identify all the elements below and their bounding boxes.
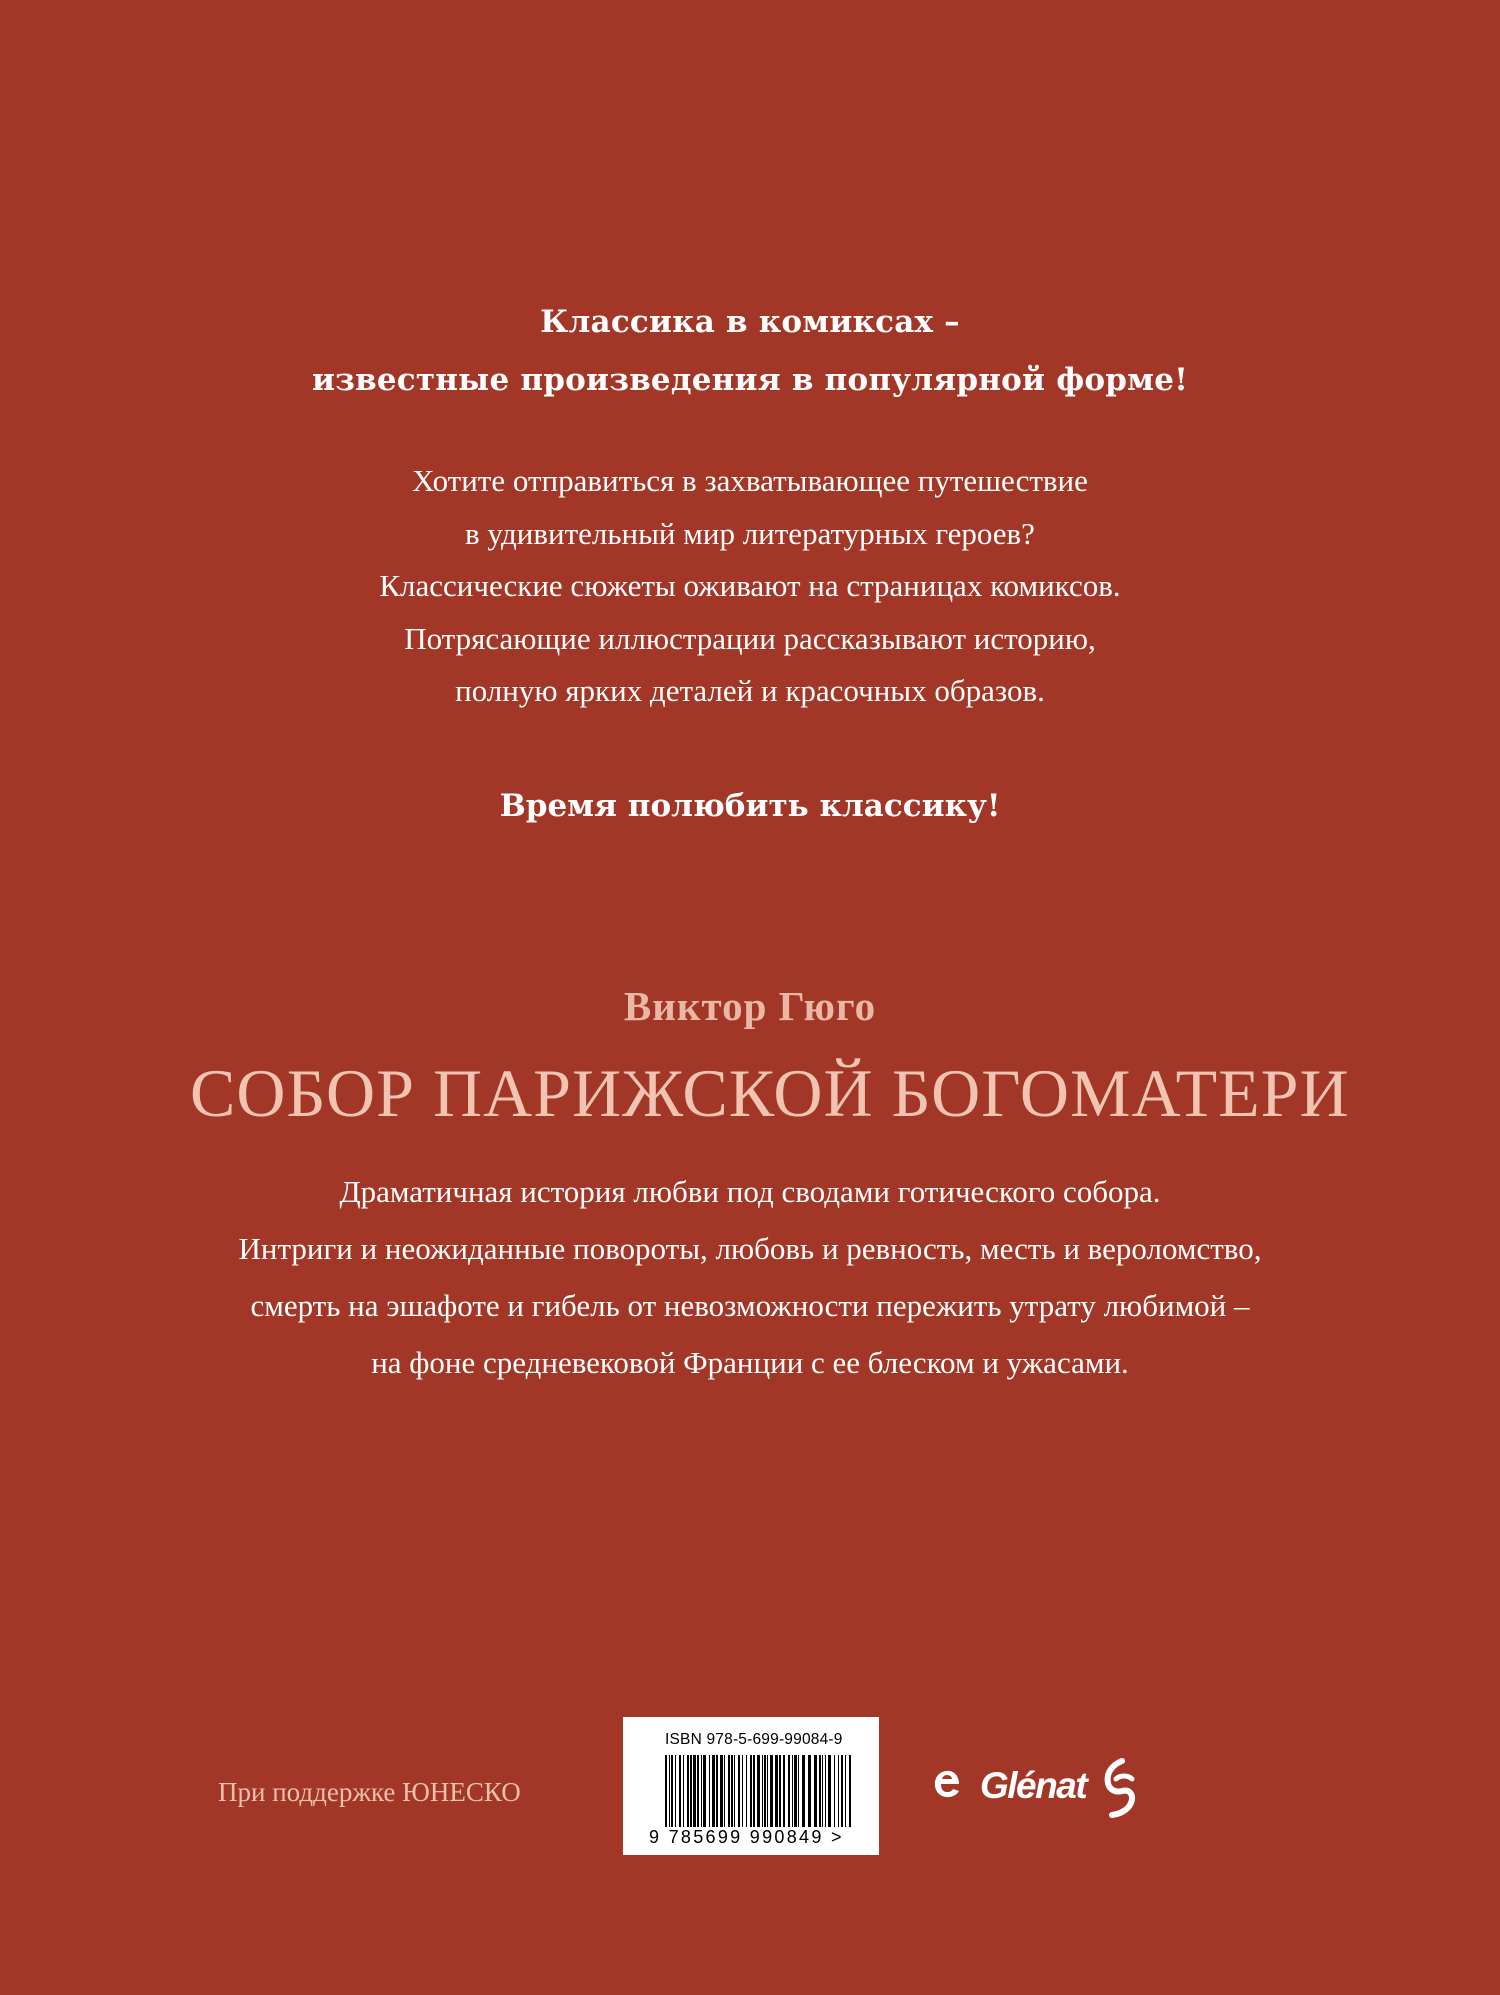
barcode-bar	[687, 1755, 689, 1827]
isbn-barcode-box	[623, 1717, 879, 1855]
barcode-bar	[808, 1755, 811, 1827]
barcode-bar	[738, 1755, 740, 1827]
barcode-bar	[746, 1755, 747, 1827]
blurb-line-5: полную ярких деталей и красочных образов.	[455, 673, 1045, 708]
barcode-bar	[822, 1755, 823, 1827]
barcode-bar	[716, 1755, 718, 1827]
barcode-bar	[849, 1755, 851, 1827]
barcode-bar	[841, 1755, 843, 1827]
author-name: Виктор Гюго	[623, 983, 877, 1029]
barcode-bar	[794, 1755, 797, 1827]
barcode-bar	[798, 1755, 799, 1827]
synopsis-line-4: на фоне средневековой Франции с ее блеском и ужасами.	[371, 1345, 1129, 1380]
tagline-line-1: Классика в комиксах –	[540, 304, 960, 340]
barcode-bar	[764, 1755, 766, 1827]
barcode-bar	[734, 1755, 735, 1827]
eksmo-e-icon	[928, 1762, 968, 1802]
isbn-label: ISBN 978-5-699-99084-9	[665, 1731, 843, 1748]
book-title: СОБОР ПАРИЖСКОЙ БОГОМАТЕРИ	[190, 1055, 1350, 1131]
barcode-bar	[770, 1755, 773, 1827]
barcode-bar	[788, 1755, 790, 1827]
synopsis	[0, 1163, 1500, 1391]
barcode-bar	[775, 1755, 778, 1827]
motto: Время полюбить классику!	[499, 788, 1001, 824]
blurb-line-2: в удивительный мир литературных героев?	[465, 515, 1035, 551]
barcode-bar	[731, 1755, 733, 1827]
isbn-digits: 9 785699 990849 >	[649, 1827, 844, 1847]
blurb	[0, 455, 1500, 718]
barcode-bar	[703, 1755, 706, 1827]
synopsis-line-3: смерть на эшафоте и гибель от невозможности пережить утрату любимой –	[250, 1288, 1250, 1323]
barcode-bar	[669, 1755, 670, 1827]
barcode-bar	[845, 1755, 846, 1827]
synopsis-line-2: Интриги и неожиданные повороты, любовь и ревность, месть и вероломство,	[238, 1231, 1262, 1266]
barcode-bar	[697, 1755, 699, 1827]
barcode-bar	[834, 1755, 835, 1827]
barcode-bar	[671, 1755, 673, 1827]
barcode-bar	[690, 1755, 692, 1827]
glenat-logo: Glénat	[980, 1765, 1087, 1806]
barcode-bar	[792, 1755, 793, 1827]
barcode-bar	[742, 1755, 743, 1827]
eksmo-swirl-icon	[1102, 1757, 1142, 1819]
barcode-bar	[814, 1755, 817, 1827]
blurb-line-1: Хотите отправиться в захватывающее путешествие	[412, 463, 1088, 498]
barcode-bar	[802, 1755, 805, 1827]
barcode-bar	[819, 1755, 821, 1827]
synopsis-line-1: Драматичная история любви под сводами готического собора.	[339, 1174, 1161, 1209]
barcode-bar	[767, 1755, 768, 1827]
barcode-bar	[838, 1755, 839, 1827]
barcode-bar	[753, 1755, 755, 1827]
blurb-line-4: Потрясающие иллюстрации рассказывают историю,	[404, 620, 1096, 656]
barcode-bar	[762, 1755, 763, 1827]
barcode-bar	[675, 1755, 676, 1827]
tagline-line-2: известные произведения в популярной форме!	[311, 362, 1189, 398]
barcode-bar	[679, 1755, 681, 1827]
barcode-bar	[828, 1755, 831, 1827]
barcode-bar	[825, 1755, 826, 1827]
barcode-bar	[665, 1755, 667, 1827]
barcode-bar	[712, 1755, 715, 1827]
barcode-bar	[693, 1755, 696, 1827]
barcode-bar	[728, 1755, 730, 1827]
barcode-bar	[701, 1755, 702, 1827]
barcode-bar	[720, 1755, 723, 1827]
tagline	[0, 293, 1500, 409]
unesco-support-note: При поддержке ЮНЕСКО	[218, 1777, 521, 1807]
barcode-bar	[783, 1755, 785, 1827]
barcode	[665, 1755, 855, 1827]
barcode-bar	[724, 1755, 725, 1827]
barcode-bar	[683, 1755, 684, 1827]
blurb-line-3: Классические сюжеты оживают на страницах комиксов.	[379, 568, 1121, 603]
barcode-bar	[779, 1755, 781, 1827]
barcode-bar	[709, 1755, 710, 1827]
barcode-bar	[757, 1755, 760, 1827]
barcode-bar	[750, 1755, 752, 1827]
